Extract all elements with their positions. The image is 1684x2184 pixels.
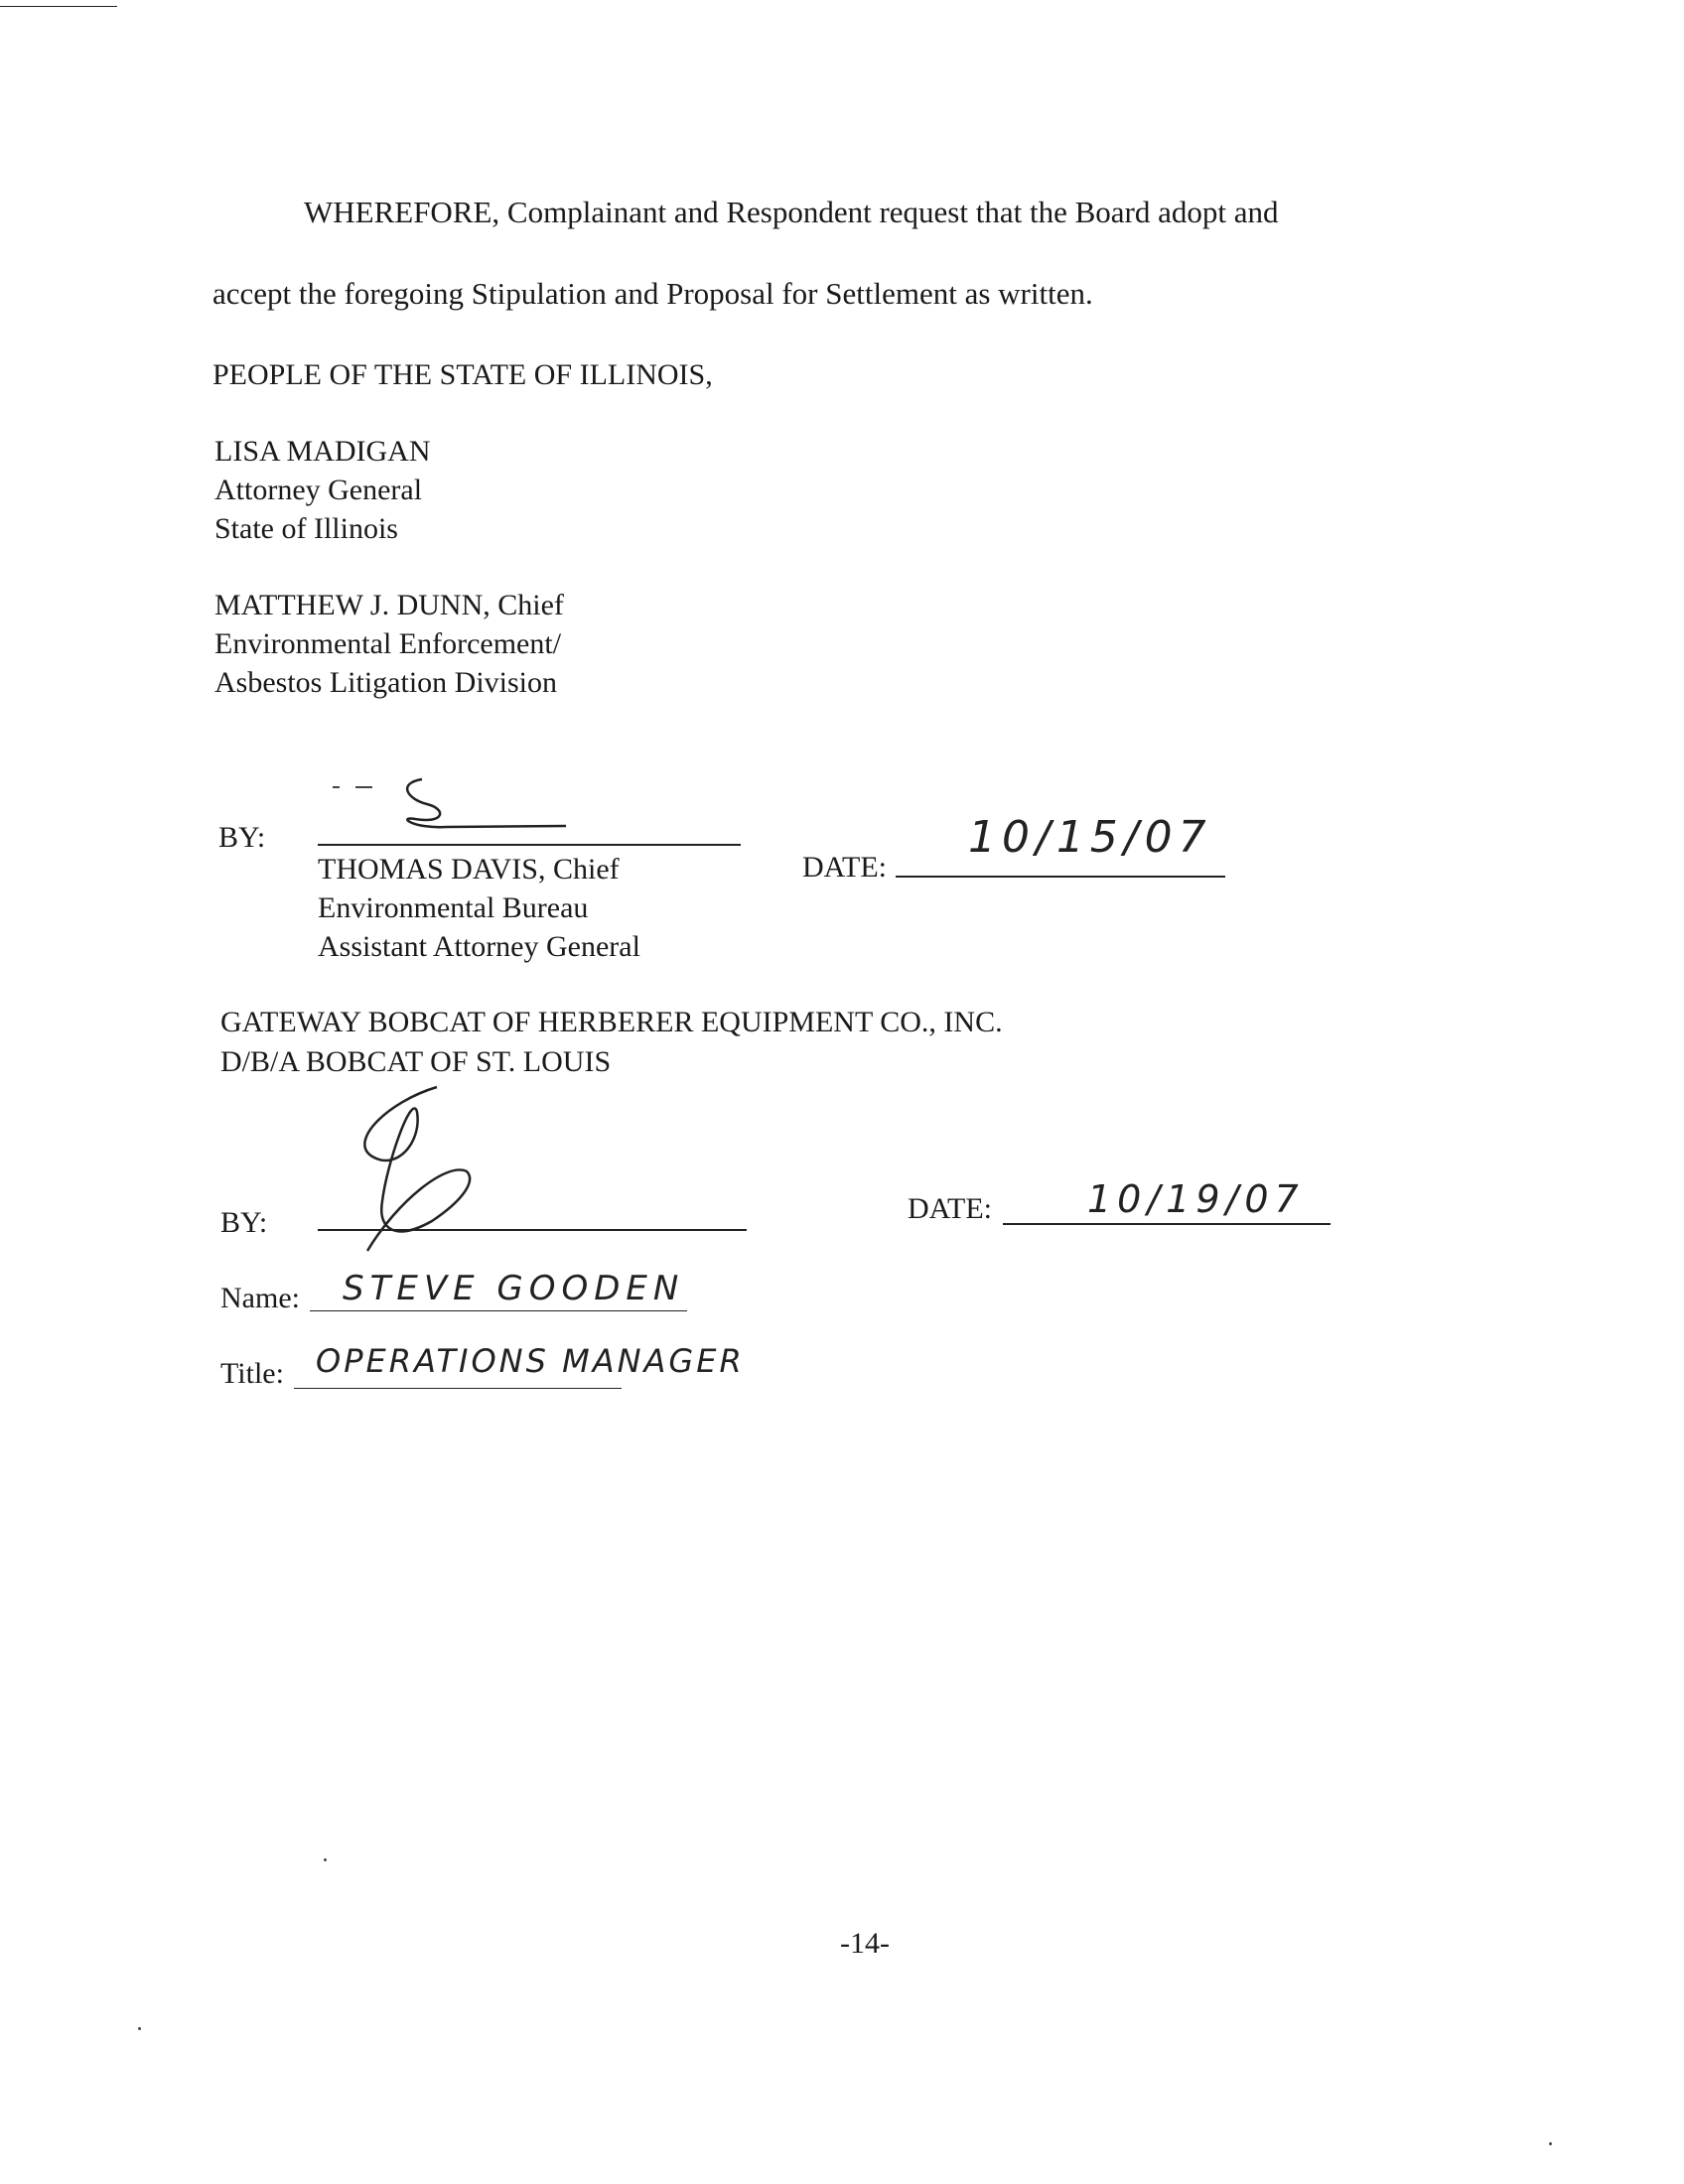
paragraph-line-2: accept the foregoing Stipulation and Proposal for Settlement as written.	[212, 276, 1093, 311]
page-number: -14-	[840, 1927, 890, 1960]
date-line-1	[896, 876, 1225, 878]
date-label-2: DATE:	[908, 1192, 992, 1225]
paragraph-line-1: WHEREFORE, Complainant and Respondent request that the Board adopt and	[304, 195, 1279, 229]
official1-name: LISA MADIGAN	[214, 435, 431, 468]
scan-speck	[138, 2027, 141, 2030]
signature-1	[328, 769, 586, 839]
official2-title2: Asbestos Litigation Division	[214, 666, 557, 699]
title-line	[294, 1388, 622, 1389]
corner-mark	[0, 6, 117, 7]
by-label-1: BY:	[218, 821, 266, 854]
official1-title1: Attorney General	[214, 474, 423, 506]
party2-heading2: D/B/A BOBCAT OF ST. LOUIS	[220, 1045, 612, 1078]
name-value: STEVE GOODEN	[343, 1269, 685, 1308]
date-label-1: DATE:	[802, 851, 887, 884]
official2-title1: Environmental Enforcement/	[214, 627, 562, 660]
party1-heading: PEOPLE OF THE STATE OF ILLINOIS,	[212, 358, 713, 391]
title-label: Title:	[220, 1357, 284, 1390]
by-label-2: BY:	[220, 1206, 268, 1239]
scan-speck	[324, 1858, 327, 1861]
signer-title2: Assistant Attorney General	[318, 930, 640, 963]
official2-name: MATTHEW J. DUNN, Chief	[214, 589, 564, 621]
signature-line-2	[318, 1229, 747, 1231]
signer-title1: Environmental Bureau	[318, 891, 589, 924]
date-value-2: 10/19/07	[1087, 1177, 1305, 1221]
name-line	[310, 1310, 687, 1311]
title-value: OPERATIONS MANAGER	[316, 1342, 745, 1380]
date-line-2	[1003, 1223, 1331, 1225]
signature-2	[328, 1082, 506, 1261]
party2-heading1: GATEWAY BOBCAT OF HERBERER EQUIPMENT CO., INC.	[220, 1006, 1003, 1038]
scan-speck	[1549, 2142, 1552, 2145]
official1-title2: State of Illinois	[214, 512, 398, 545]
date-value-1: 10/15/07	[968, 812, 1212, 863]
signature-line-1	[318, 844, 741, 846]
name-label: Name:	[220, 1282, 300, 1314]
signer-name: THOMAS DAVIS, Chief	[318, 853, 620, 886]
